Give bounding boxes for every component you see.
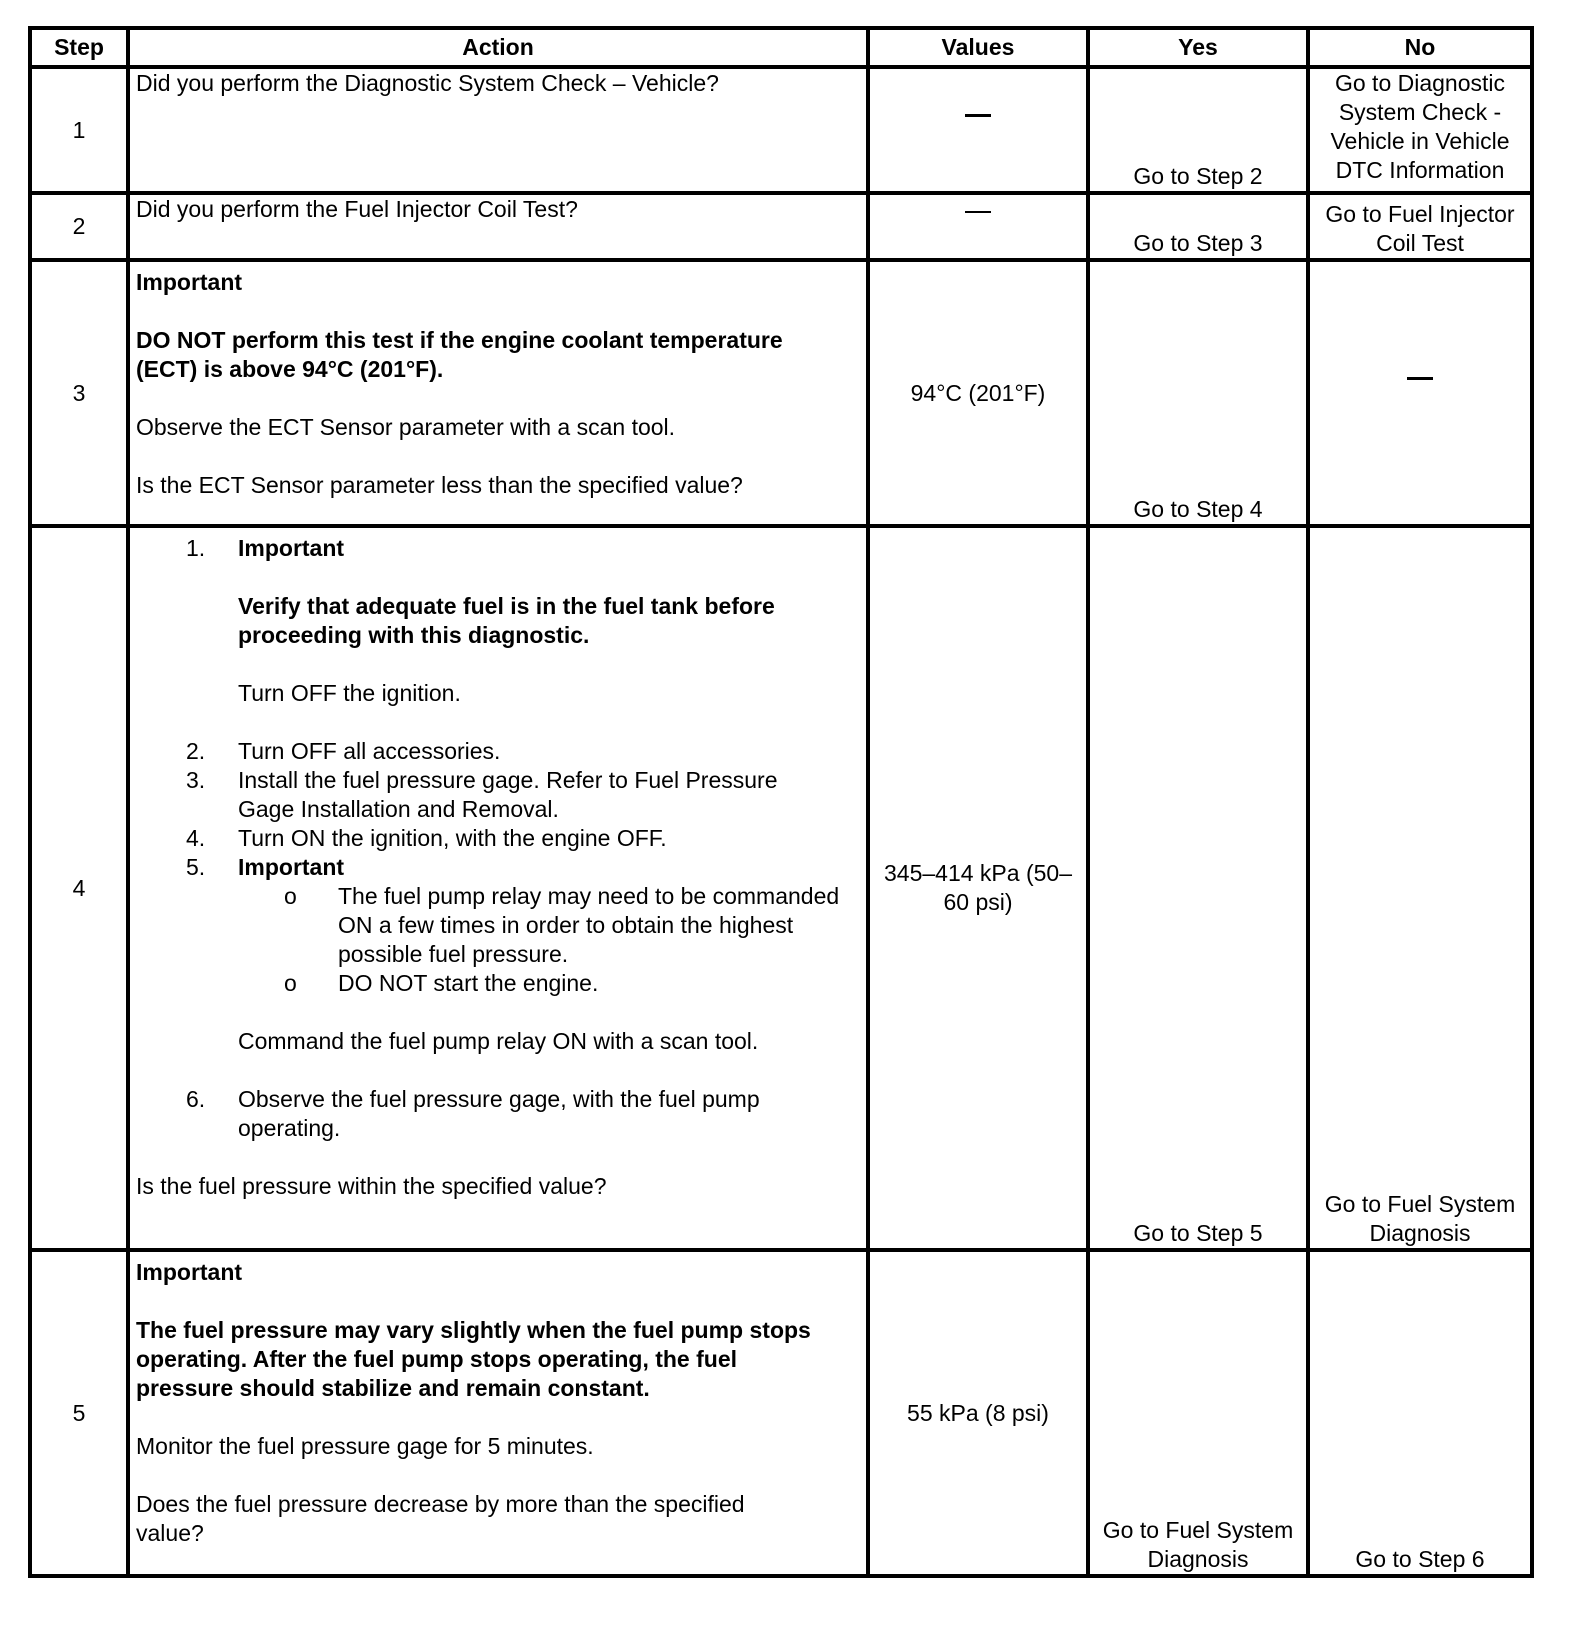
list-item: 5. Important	[186, 854, 345, 880]
table-row	[30, 193, 1532, 260]
value-cell: 94°C (201°F)	[868, 260, 1088, 526]
action-cell	[128, 526, 868, 1250]
list-item: 6. Observe the fuel pressure gage, with the fuel pump operating.	[186, 1086, 760, 1141]
table-row	[30, 67, 1532, 193]
list-item: 3. Install the fuel pressure gage. Refer to Fuel Pressure Gage Installation and Removal.	[186, 767, 778, 822]
header-yes: Yes	[1088, 28, 1308, 67]
no-cell: Go to Diagnostic System Check - Vehicle in Vehicle DTC Information	[1308, 67, 1532, 193]
yes-cell: Go to Step 4	[1088, 260, 1308, 526]
table-row	[30, 526, 1532, 1250]
step-number: 1	[30, 67, 128, 193]
step-number: 4	[30, 526, 128, 1250]
instruction-text: Turn OFF the ignition.	[238, 680, 461, 706]
action-cell	[128, 1250, 868, 1576]
instruction-text: Command the fuel pump relay ON with a scan tool.	[238, 1028, 759, 1054]
header-values: Values	[868, 28, 1088, 67]
action-text: Did you perform the Diagnostic System Check – Vehicle?	[136, 70, 719, 96]
yes-cell: Go to Fuel System Diagnosis	[1088, 1250, 1308, 1576]
value-cell	[868, 193, 1088, 260]
question-text: Is the ECT Sensor parameter less than the specified value?	[136, 472, 743, 498]
dash-mark	[965, 211, 991, 242]
header-step: Step	[30, 28, 128, 67]
dash-mark	[1407, 377, 1433, 409]
table-row	[30, 260, 1532, 526]
no-cell	[1308, 260, 1532, 526]
yes-cell: Go to Step 5	[1088, 526, 1308, 1250]
step-number: 2	[30, 193, 128, 260]
action-text: Did you perform the Fuel Injector Coil Test?	[136, 196, 578, 222]
list-item: 4. Turn ON the ignition, with the engine OFF.	[186, 825, 667, 851]
warning-text: The fuel pressure may vary slightly when the fuel pump stops operating. After the fuel pump stops operating, the fuel pressure should stabilize and remain constant.	[136, 1317, 811, 1401]
table-row	[30, 1250, 1532, 1576]
instruction-text: Observe the ECT Sensor parameter with a scan tool.	[136, 414, 676, 440]
header-action: Action	[128, 28, 868, 67]
no-cell: Go to Fuel Injector Coil Test	[1308, 193, 1532, 260]
question-text: Is the fuel pressure within the specified value?	[136, 1173, 607, 1199]
important-label: Important	[136, 269, 243, 295]
bullet-item: o DO NOT start the engine.	[284, 970, 599, 996]
instruction-text: Monitor the fuel pressure gage for 5 minutes.	[136, 1433, 594, 1459]
value-cell: 55 kPa (8 psi)	[868, 1250, 1088, 1576]
value-cell	[868, 67, 1088, 193]
list-item: 2. Turn OFF all accessories.	[186, 738, 501, 764]
value-cell: 345–414 kPa (50–60 psi)	[868, 526, 1088, 1250]
list-item: 1. Important	[186, 535, 345, 561]
bullet-item: o The fuel pump relay may need to be commanded ON a few times in order to obtain the highest possible fuel pressure.	[284, 883, 840, 967]
action-cell	[128, 193, 868, 260]
warning-text: DO NOT perform this test if the engine coolant temperature (ECT) is above 94°C (201°F).	[136, 327, 783, 382]
step-number: 5	[30, 1250, 128, 1576]
yes-cell: Go to Step 3	[1088, 193, 1308, 260]
header-row	[30, 28, 1532, 67]
no-cell: Go to Step 6	[1308, 1250, 1532, 1576]
no-cell: Go to Fuel System Diagnosis	[1308, 526, 1532, 1250]
step-number: 3	[30, 260, 128, 526]
dash-mark	[965, 114, 991, 146]
diagnostic-table	[28, 26, 1534, 1578]
action-cell	[128, 260, 868, 526]
action-cell	[128, 67, 868, 193]
question-text: Does the fuel pressure decrease by more than the specified value?	[136, 1491, 745, 1546]
header-no: No	[1308, 28, 1532, 67]
important-label: Important	[136, 1259, 243, 1285]
warning-text: Verify that adequate fuel is in the fuel tank before proceeding with this diagnostic.	[238, 593, 775, 648]
yes-cell: Go to Step 2	[1088, 67, 1308, 193]
